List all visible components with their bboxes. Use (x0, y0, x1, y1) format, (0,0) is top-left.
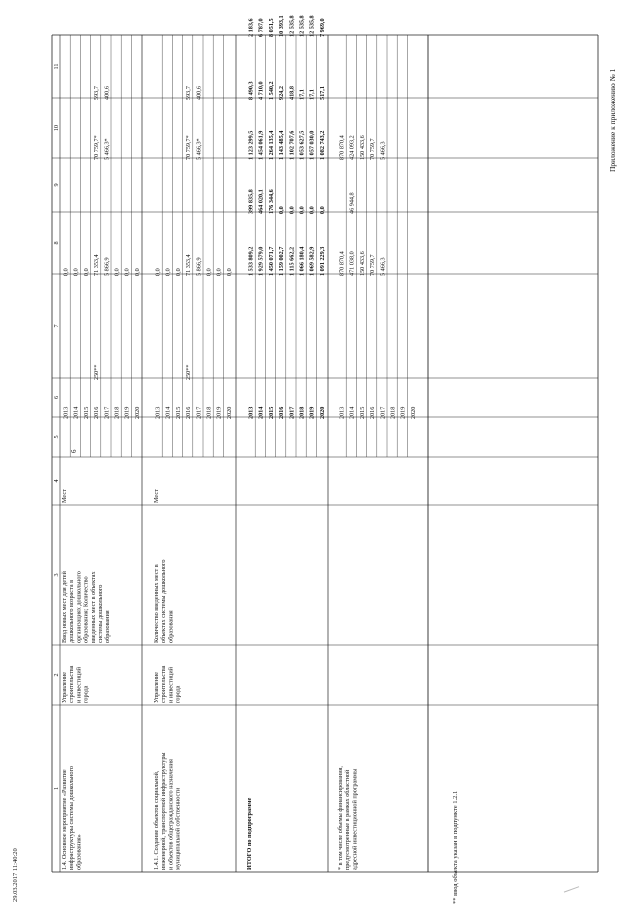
section-indicator: Ввод новых мест для детей (61, 571, 68, 643)
row-total: 0,0 (72, 268, 80, 276)
row-year: 2016 (369, 406, 377, 419)
row-year: 2017 (195, 406, 203, 419)
row-local: 593,7 (93, 86, 101, 100)
column-header: 9 (53, 183, 60, 187)
row-total: 471 038,0 (348, 251, 356, 276)
row-other: 7 969,0 (318, 18, 326, 37)
row-total: 1 115 662,2 (288, 246, 296, 276)
appendix-label: Приложение к приложению № 1 (608, 68, 617, 172)
row-regional: 1 264 135,4 (267, 130, 275, 160)
section-indicator: образования (104, 610, 112, 643)
row-total: 1 069 582,9 (308, 246, 316, 276)
row-year: 2020 (409, 406, 417, 419)
row-local: 17,1 (298, 89, 306, 100)
row-local: 1 540,2 (267, 81, 275, 100)
row-total: 1 929 579,0 (257, 246, 265, 276)
column-header: 4 (53, 479, 60, 483)
row-year: 2015 (82, 406, 90, 419)
row-local: 400,6 (103, 86, 111, 100)
row-total: 0,0 (205, 268, 213, 276)
section-indicator: организациях дошкольного (75, 571, 83, 643)
row-local: 17,1 (308, 89, 316, 100)
row-regional: 70 759,7* (93, 135, 101, 160)
section-indicator: дошкольного возраста в (68, 579, 76, 643)
footnote: ** ввод объекта указан в подпункте 1.2.1 (452, 790, 459, 904)
row-regional: 1 143 485,4 (278, 130, 286, 160)
row-total: 0,0 (123, 268, 131, 276)
row-federal: 0,0 (308, 206, 316, 214)
section-indicator: образования (167, 610, 175, 643)
column-header: 2 (53, 673, 60, 677)
row-total: 1 533 809,2 (247, 246, 255, 276)
column-header: 3 (53, 573, 60, 577)
section-executor: города (174, 685, 182, 703)
row-year: 2020 (225, 406, 233, 419)
row-total: 1 091 229,3 (318, 246, 326, 276)
row-federal: 0,0 (288, 206, 296, 214)
section-indicator: системы дошкольного (97, 584, 104, 643)
row-year: 2015 (267, 406, 275, 419)
row-other: 6 787,0 (257, 18, 265, 37)
row-year: 2020 (133, 406, 141, 419)
section-unit: Мест (61, 489, 68, 503)
column-header: 1 (53, 786, 60, 791)
row-total: 0,0 (133, 268, 141, 276)
row-regional: 5 466,3 (379, 141, 387, 160)
row-federal: 0,0 (318, 206, 326, 214)
row-federal: 0,0 (278, 206, 286, 214)
section-indicator: Количество введенных мест в (153, 564, 160, 643)
row-federal: 464 020,1 (257, 189, 265, 214)
section-executor: и инвестиций (167, 667, 175, 703)
row-year: 2015 (358, 406, 366, 419)
section-indicator: объектах системы дошкольного (160, 559, 168, 643)
row-year: 2018 (205, 406, 213, 419)
row-year: 2016 (278, 406, 286, 419)
column-header: 10 (53, 124, 60, 132)
section-name: 1.4. Основное мероприятие «Развитие (61, 769, 68, 870)
section-name: 1.4.1. Создание объектов социальной, (153, 770, 160, 870)
row-quantity: 250** (93, 364, 101, 380)
row-year: 2014 (164, 406, 172, 419)
row-other: 12 535,8 (298, 15, 306, 37)
row-year: 2020 (318, 406, 326, 419)
row-year: 2017 (288, 406, 296, 419)
section-name: адресной инвестиционной программы (351, 768, 359, 870)
row-year: 2019 (399, 406, 407, 419)
section-executor: Управление (61, 671, 68, 703)
row-federal: 176 344,6 (267, 189, 275, 214)
row-regional: 424 093,2 (348, 135, 356, 160)
row-year: 2017 (103, 406, 111, 419)
row-regional: 150 433,6 (358, 135, 366, 160)
row-quantity: 250** (185, 364, 193, 380)
row-local: 924,2 (278, 86, 286, 100)
section-executor: строительства (160, 665, 168, 703)
column-header: 6 (53, 395, 60, 400)
row-year: 2013 (154, 406, 162, 419)
row-total: 1 450 071,7 (267, 246, 275, 276)
row-regional: 1 102 707,6 (288, 130, 296, 160)
row-total: 0,0 (174, 268, 182, 276)
row-year: 2018 (298, 406, 306, 419)
print-timestamp: 29.03.2017 11:40:20 (12, 848, 19, 902)
row-total: 0,0 (82, 268, 90, 276)
row-total: 1 066 180,4 (298, 246, 306, 276)
section-name: и объектов общегражданского назначения (167, 759, 175, 870)
section-name: ИТОГО по подпрограмме (246, 797, 253, 870)
row-total: 71 353,4 (185, 254, 193, 276)
row-other: 2 183,6 (247, 18, 255, 37)
column-header: 11 (53, 63, 60, 70)
row-year: 2016 (185, 406, 193, 419)
row-local: 4 710,0 (257, 81, 265, 100)
row-year: 2015 (174, 406, 182, 419)
section-executor: строительства (68, 665, 76, 703)
row-regional: 70 759,7* (185, 135, 193, 160)
row-total: 0,0 (62, 268, 70, 276)
row-local: 400,6 (195, 86, 203, 100)
column-header: 5 (53, 435, 60, 439)
row-total: 70 759,7 (369, 254, 377, 276)
row-total: 0,0 (225, 268, 233, 276)
section-indicator: образования; Количество (82, 576, 90, 643)
row-local: 517,1 (318, 86, 326, 100)
row-total: 0,0 (215, 268, 223, 276)
row-regional: 5 466,3* (195, 138, 203, 160)
row-year: 2013 (338, 406, 346, 419)
row-other: 10 393,1 (278, 15, 286, 37)
row-year: 2019 (123, 406, 131, 419)
section-name: * в том числе объемы финансирования, (337, 766, 344, 870)
row-regional: 1 123 299,5 (247, 130, 255, 160)
row-year: 2013 (247, 406, 255, 419)
section-indicator: введенных мест в объектах (89, 571, 97, 643)
row-total: 5 466,3 (379, 257, 387, 276)
row-local: 8 490,3 (247, 81, 255, 100)
row-regional: 70 759,7 (369, 138, 377, 160)
row-year: 2019 (215, 406, 223, 419)
row-year: 2019 (308, 406, 316, 419)
row-year: 2013 (62, 406, 70, 419)
row-other: 12 535,8 (288, 15, 296, 37)
section-name: инфраструктуры системы дошкольного (68, 766, 76, 870)
row-total: 71 353,4 (93, 254, 101, 276)
row-regional: 5 466,3* (103, 138, 111, 160)
row-federal: 46 944,8 (348, 192, 356, 214)
row-federal: 0,0 (298, 206, 306, 214)
section-name: образования» (75, 834, 83, 870)
row-regional: 1 454 061,9 (257, 130, 265, 160)
row-total: 5 866,9 (195, 257, 203, 276)
section-name: инженерной, транспортной инфраструктуры (160, 752, 168, 870)
section-name: предусмотренные в рамках областной (344, 769, 352, 870)
section-executor: Управление (153, 671, 160, 703)
column-header: 8 (53, 241, 60, 245)
row-total: 150 433,6 (358, 251, 366, 276)
page-number: 6 (70, 449, 78, 453)
row-year: 2018 (113, 406, 121, 419)
row-other: 8 051,5 (267, 18, 275, 37)
row-total: 870 870,4 (338, 251, 346, 276)
row-year: 2017 (379, 406, 387, 419)
row-year: 2018 (389, 406, 397, 419)
row-year: 2014 (72, 406, 80, 419)
row-local: 418,8 (288, 86, 296, 100)
row-regional: 1 057 030,0 (308, 130, 316, 160)
row-year: 2016 (93, 406, 101, 419)
row-regional: 1 053 627,5 (298, 130, 306, 160)
section-executor: города (82, 685, 90, 703)
row-total: 0,0 (164, 268, 172, 276)
row-regional: 1 082 743,2 (318, 130, 326, 160)
row-total: 5 866,9 (103, 257, 111, 276)
section-executor: и инвестиций (75, 667, 83, 703)
row-total: 1 159 002,7 (278, 246, 286, 276)
row-total: 0,0 (113, 268, 121, 276)
row-local: 593,7 (185, 86, 193, 100)
row-other: 12 535,8 (308, 15, 316, 37)
row-regional: 870 870,4 (338, 135, 346, 160)
row-year: 2014 (257, 406, 265, 419)
section-unit: Мест (153, 489, 160, 503)
row-year: 2014 (348, 406, 356, 419)
section-name: муниципальной собственности (174, 787, 182, 870)
row-federal: 399 835,8 (247, 189, 255, 214)
row-total: 0,0 (154, 268, 162, 276)
column-header: 7 (53, 324, 60, 328)
